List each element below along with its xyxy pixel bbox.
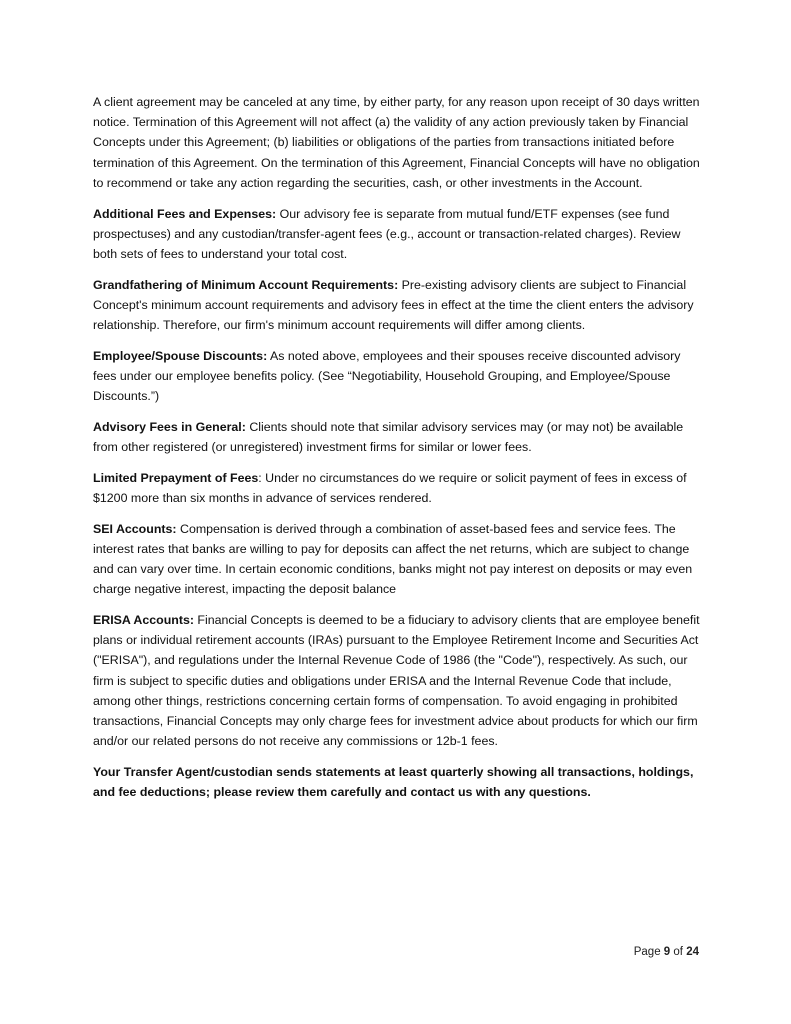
grandfathering-paragraph xyxy=(93,275,703,336)
total-pages: 24 xyxy=(686,946,699,958)
additional-fees-paragraph xyxy=(93,204,703,265)
sei-accounts-paragraph xyxy=(93,519,703,600)
paragraph-heading: Grandfathering of Minimum Account Requirements: xyxy=(93,277,399,292)
termination-paragraph xyxy=(93,92,703,193)
paragraph-heading: Additional Fees and Expenses: xyxy=(93,206,277,221)
page-footer xyxy=(634,944,699,960)
document-body xyxy=(93,92,703,813)
paragraph-text: Clients should note that similar advisory services may (or may not) be available from other registered (or unregistered) investment firms for similar or lower fees. xyxy=(93,419,684,455)
page-number: 9 xyxy=(663,946,671,958)
paragraph-text: Compensation is derived through a combination of asset-based fees and service fees. The interest rates that banks are willing to pay for deposits can affect the net returns, which are subject to change and can vary over time. In certain economic conditions, banks might not pay interest on deposits or may even charge negative interest, impacting the deposit balance xyxy=(93,521,693,597)
paragraph-heading: Limited Prepayment of Fees xyxy=(93,470,259,485)
paragraph-text: Pre-existing advisory clients are subject to Financial Concept's minimum account requirements and advisory fees in effect at the time the client enters the advisory relationship. Therefore, our firm's minimum account requirements will differ among clients. xyxy=(93,277,694,333)
paragraph-text: A client agreement may be canceled at any time, by either party, for any reason upon receipt of 30 days written notice. Termination of this Agreement will not affect (a) the validity of any action previously taken by Financial Concepts under this Agreement; (b) liabilities or obligations of the parties from transactions initiated before termination of this Agreement. On the termination of this Agreement, Financial Concepts will have no obligation to recommend or take any action regarding the securities, cash, or other investments in the Account. xyxy=(93,95,700,190)
paragraph-heading: Employee/Spouse Discounts: xyxy=(93,348,268,363)
paragraph-text: Our advisory fee is separate from mutual fund/ETF expenses (see fund prospectuses) and any custodian/transfer-agent fees (e.g., account or transaction-related charges). Review both sets of fees to understand your total cost. xyxy=(93,206,681,261)
paragraph-text: As noted above, employees and their spouses receive discounted advisory fees under our employee benefits policy. (See “Negotiability, Household Grouping, and Employee/Spouse Discounts.”) xyxy=(93,348,681,404)
advisory-fees-general-paragraph xyxy=(93,417,703,457)
statements-notice: Your Transfer Agent/custodian sends statements at least quarterly showing all transactions, holdings, and fee deductions; please review them carefully and contact us with any questions. xyxy=(93,764,694,800)
page-label: Page xyxy=(633,946,661,958)
erisa-accounts-paragraph xyxy=(93,610,703,751)
paragraph-heading: Advisory Fees in General: xyxy=(93,419,246,434)
paragraph-text: : Under no circumstances do we require or solicit payment of fees in excess of $1200 more than six months in advance of services rendered. xyxy=(93,470,687,505)
paragraph-heading: ERISA Accounts: xyxy=(93,612,194,627)
employee-discounts-paragraph xyxy=(93,346,703,407)
paragraph-text: Financial Concepts is deemed to be a fiduciary to advisory clients that are employee benefit plans or individual retirement accounts (IRAs) pursuant to the Employee Retirement Income and Securities Act ("ERISA"), and regulations under the Internal Revenue Code of 1986 (the "Code"), respectively. As such, our firm is subject to specific duties and obligations under ERISA and the Internal Revenue Code that include, among other things, restrictions concerning certain forms of compensation. To avoid engaging in prohibited transactions, Financial Concepts may only charge fees for investment advice about products for which our firm and/or our related persons do not receive any commissions or 12b-1 fees. xyxy=(93,612,700,749)
prepayment-paragraph xyxy=(93,468,703,508)
paragraph-heading: SEI Accounts: xyxy=(93,521,177,536)
of-label: of xyxy=(673,946,683,958)
